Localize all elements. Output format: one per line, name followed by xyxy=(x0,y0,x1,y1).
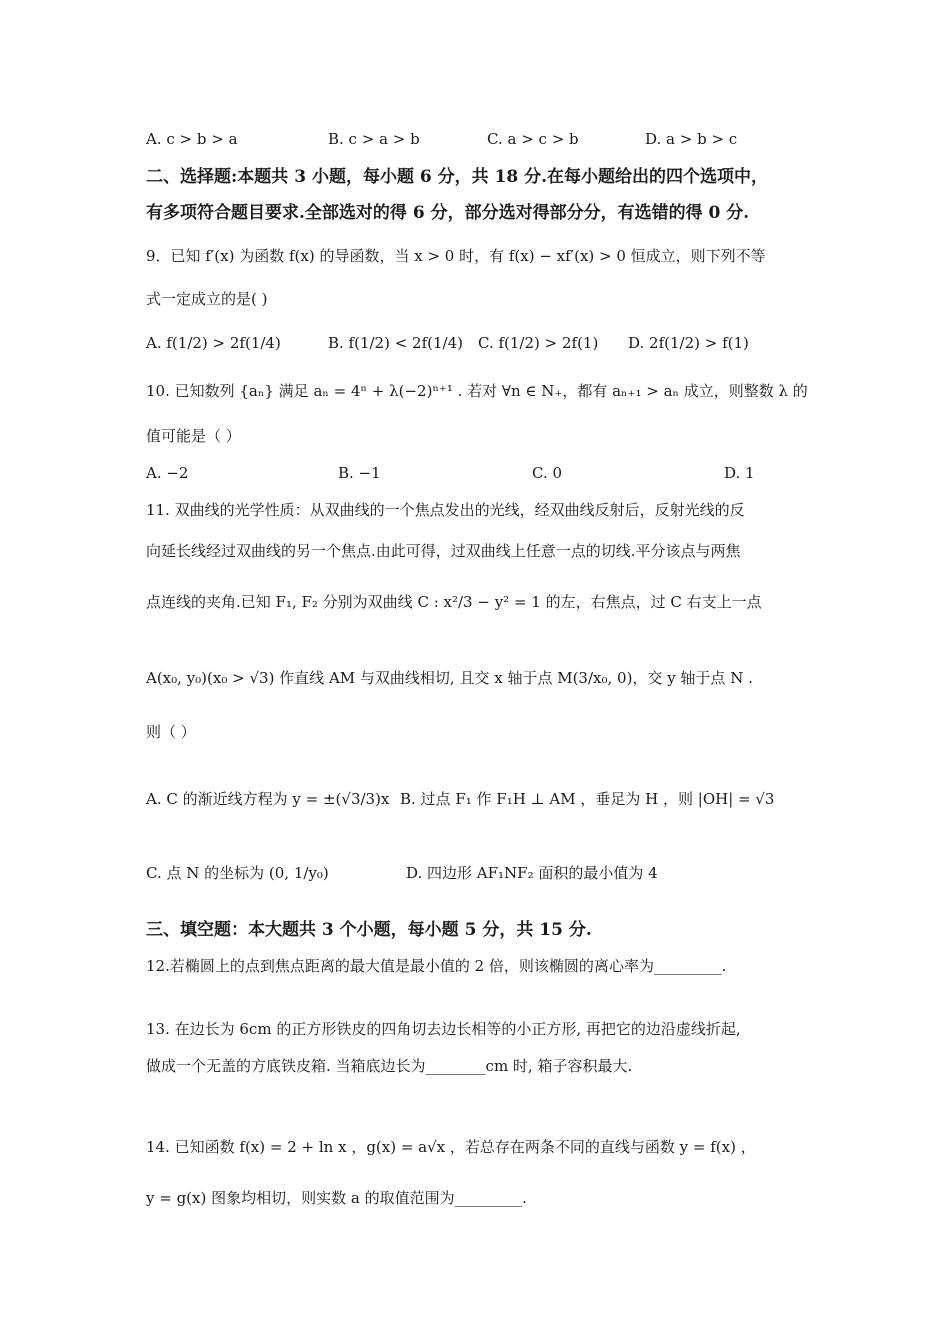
q10-option-b: B. −1 xyxy=(338,464,381,482)
section3-heading: 三、填空题：本大题共 3 个小题，每小题 5 分，共 15 分. xyxy=(146,920,592,940)
q11-stem-line5: 则（ ） xyxy=(146,723,196,741)
q9-stem-line2: 式一定成立的是( ) xyxy=(146,290,268,308)
q13-stem-line2: 做成一个无盖的方底铁皮箱. 当箱底边长为________cm 时, 箱子容积最大. xyxy=(146,1057,633,1075)
q8-option-c: C. a > c > b xyxy=(487,130,579,148)
q9-option-b: B. f(1/2) < 2f(1/4) xyxy=(328,334,463,352)
q11-option-a: A. C 的渐近线方程为 y = ±(√3/3)x xyxy=(146,790,390,808)
q9-option-d: D. 2f(1/2) > f(1) xyxy=(628,334,749,352)
q12-stem: 12.若椭圆上的点到焦点距离的最大值是最小值的 2 倍，则该椭圆的离心率为_________. xyxy=(146,957,727,975)
q9-stem-line1: 9．已知 f′(x) 为函数 f(x) 的导函数，当 x > 0 时，有 f(x) − xf′(x) > 0 恒成立，则下列不等 xyxy=(146,247,766,265)
q11-option-b: B. 过点 F₁ 作 F₁H ⊥ AM ，垂足为 H ，则 |OH| = √3 xyxy=(400,790,775,808)
q14-stem-line2: y = g(x) 图象均相切，则实数 a 的取值范围为_________. xyxy=(146,1189,527,1207)
q10-option-c: C. 0 xyxy=(532,464,563,482)
q11-option-d: D. 四边形 AF₁NF₂ 面积的最小值为 4 xyxy=(406,864,658,882)
q14-stem-line1: 14. 已知函数 f(x) = 2 + ln x ，g(x) = a√x ，若总存在两条不同的直线与函数 y = f(x) ， xyxy=(146,1138,756,1156)
q11-stem-line3: 点连线的夹角.已知 F₁, F₂ 分别为双曲线 C : x²/3 − y² = 1 的左，右焦点，过 C 右支上一点 xyxy=(146,593,762,611)
q10-stem-line1: 10. 已知数列 {aₙ} 满足 aₙ = 4ⁿ + λ(−2)ⁿ⁺¹ . 若对 ∀n ∈ N₊，都有 aₙ₊₁ > aₙ 成立，则整数 λ 的 xyxy=(146,382,808,400)
q11-stem-line1: 11. 双曲线的光学性质：从双曲线的一个焦点发出的光线，经双曲线反射后，反射光线的反 xyxy=(146,501,745,519)
q8-option-b: B. c > a > b xyxy=(328,130,420,148)
q10-option-a: A. −2 xyxy=(146,464,189,482)
q11-stem-line2: 向延长线经过双曲线的另一个焦点.由此可得，过双曲线上任意一点的切线.平分该点与两焦 xyxy=(146,542,741,560)
q10-option-d: D. 1 xyxy=(724,464,755,482)
q10-stem-line2: 值可能是（ ） xyxy=(146,427,241,445)
section2-heading-line1: 二、选择题:本题共 3 小题，每小题 6 分，共 18 分.在每小题给出的四个选项中， xyxy=(146,167,769,187)
q8-option-d: D. a > b > c xyxy=(645,130,738,148)
section2-heading-line2: 有多项符合题目要求.全部选对的得 6 分，部分选对得部分分，有选错的得 0 分. xyxy=(146,203,750,223)
q9-option-c: C. f(1/2) > 2f(1) xyxy=(478,334,599,352)
q9-option-a: A. f(1/2) > 2f(1/4) xyxy=(146,334,281,352)
q13-stem-line1: 13. 在边长为 6cm 的正方形铁皮的四角切去边长相等的小正方形, 再把它的边沿虚线折起, xyxy=(146,1020,741,1038)
q8-option-a: A. c > b > a xyxy=(146,130,238,148)
q11-stem-line4: A(x₀, y₀)(x₀ > √3) 作直线 AM 与双曲线相切, 且交 x 轴于点 M(3/x₀, 0)，交 y 轴于点 N . xyxy=(146,669,753,687)
q11-option-c: C. 点 N 的坐标为 (0, 1/y₀) xyxy=(146,864,329,882)
